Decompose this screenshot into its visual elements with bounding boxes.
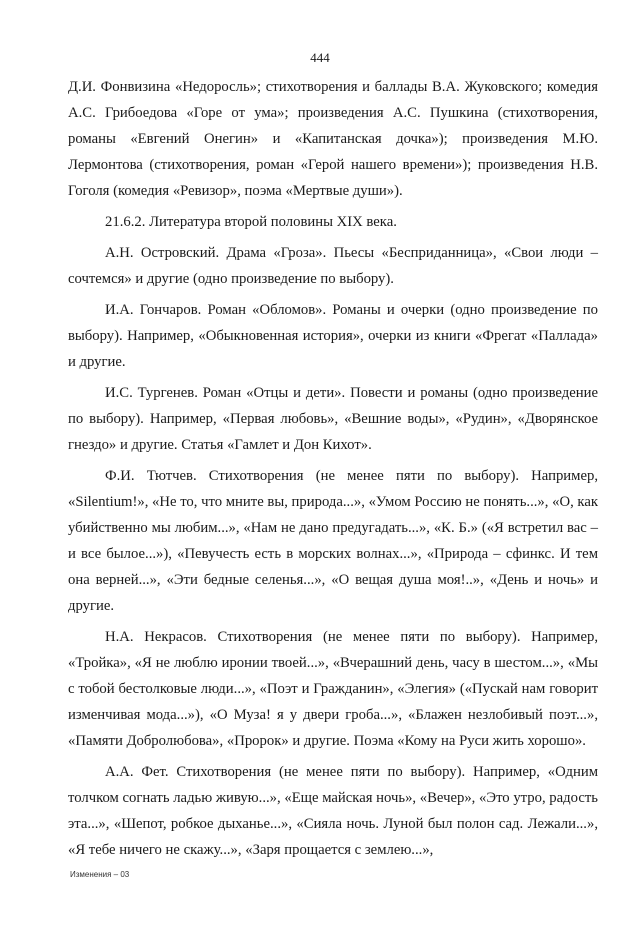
paragraph-continuation: Д.И. Фонвизина «Недоросль»; стихотворения и баллады В.А. Жуковского; комедия А.С. Грибоедова «Горе от ума»; произведения А.С. Пушкина (стихотворения, романы «Евгений Онегин» и «Капитанская дочка»); произведения М.Ю. Лермонтова (стихотворения, роман «Герой нашего времени»); произведения Н.В. Гоголя (комедия «Ревизор», поэма «Мертвые души»). (68, 79, 598, 199)
page-number: 444 (310, 50, 330, 65)
footer-revision: Изменения – 03 (70, 870, 130, 879)
paragraph-ostrovsky: А.Н. Островский. Драма «Гроза». Пьесы «Бесприданница», «Свои люди – сочтемся» и другие (одно произведение по выбору). (68, 245, 598, 287)
section-heading: 21.6.2. Литература второй половины XIX века. (105, 214, 397, 230)
paragraph-nekrasov: Н.А. Некрасов. Стихотворения (не менее пяти по выбору). Например, «Тройка», «Я не люблю иронии твоей...», «Вчерашний день, часу в шестом...», «Мы с тобой бестолковые люди...», «Поэт и Гражданин», «Элегия» («Пускай нам говорит изменчивая мода...»), «О Муза! я у двери гроба...», «Блажен незлобивый поэт...», «Памяти Добролюбова», «Пророк» и другие. Поэма «Кому на Руси жить хорошо». (68, 629, 598, 749)
paragraph-fet: А.А. Фет. Стихотворения (не менее пяти по выбору). Например, «Одним толчком согнать ладью живую...», «Еще майская ночь», «Вечер», «Это утро, радость эта...», «Шепот, робкое дыханье...», «Сияла ночь. Луной был полон сад. Лежали...», «Я тебе ничего не скажу...», «Заря прощается с землею...», (68, 764, 598, 858)
document-body (68, 74, 598, 863)
paragraph-turgenev: И.С. Тургенев. Роман «Отцы и дети». Повести и романы (одно произведение по выбору). Например, «Первая любовь», «Вешние воды», «Рудин», «Дворянское гнездо» и другие. Статья «Гамлет и Дон Кихот». (68, 385, 598, 453)
paragraph-tyutchev: Ф.И. Тютчев. Стихотворения (не менее пяти по выбору). Например, «Silentium!», «Не то, что мните вы, природа...», «Умом Россию не понять...», «О, как убийственно мы любим...», «Нам не дано предугадать...», «К. Б.» («Я встретил вас – и все былое...»), «Певучесть есть в морских волнах...», «Природа – сфинкс. И тем она верней...», «Эти бедные селенья...», «О вещая душа моя!..», «День и ночь» и другие. (68, 468, 598, 614)
paragraph-goncharov: И.А. Гончаров. Роман «Обломов». Романы и очерки (одно произведение по выбору). Например, «Обыкновенная история», очерки из книги «Фрегат «Паллада» и другие. (68, 302, 598, 370)
